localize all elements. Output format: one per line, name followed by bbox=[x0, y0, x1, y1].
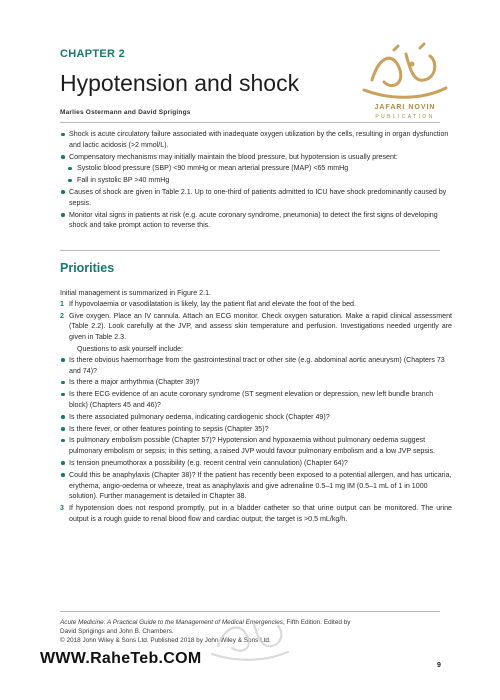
section-heading: Priorities bbox=[60, 261, 115, 275]
page-number: 9 bbox=[437, 662, 441, 669]
question-item: Is there ECG evidence of an acute coronary syndrome (ST segment elevation or depression, new left bundle branch block) (Chapters 45 and 46)? bbox=[60, 389, 452, 411]
key-point: Monitor vital signs in patients at risk (e.g. acute coronary syndrome, pneumonia) to detect the first signs of developing shock and take prompt action to reverse this. bbox=[60, 210, 452, 232]
section-divider bbox=[60, 250, 440, 251]
questions-list bbox=[60, 355, 452, 502]
publisher-logo bbox=[350, 40, 460, 124]
edition-text: , Fifth Edition. Edited by bbox=[282, 619, 351, 626]
authors: Marlies Ostermann and David Sprigings bbox=[60, 109, 191, 116]
book-title: Acute Medicine: A Practical Guide to the Management of Medical Emergencies bbox=[60, 619, 283, 626]
question-item: Is there fever, or other features pointing to sepsis (Chapter 35)? bbox=[60, 424, 452, 435]
key-point: Causes of shock are given in Table 2.1. Up to one-third of patients admitted to ICU have shock predominantly caused by sepsis. bbox=[60, 187, 452, 209]
calligraphy-emblem-icon bbox=[350, 40, 460, 104]
top-divider bbox=[60, 122, 440, 123]
questions-intro: Questions to ask yourself include: bbox=[77, 344, 184, 353]
question-item: Is pulmonary embolism possible (Chapter 57)? Hypotension and hypoxaemia without pulmonary oedema suggest pulmonary embolism or sepsis; in this setting, a raised JVP would favour pulmonary embolism and a low JVP sepsis. bbox=[60, 435, 452, 457]
step-text: If hypovolaemia or vasodilatation is likely, lay the patient flat and elevate the foot of the bed. bbox=[69, 299, 356, 308]
key-point: Shock is acute circulatory failure associated with inadequate oxygen utilization by the cells, resulting in organ dysfunction and lactic acidosis (>2 mmol/L). bbox=[60, 129, 452, 151]
logo-tagline: PUBLICATION bbox=[375, 114, 435, 120]
priorities-body bbox=[60, 288, 452, 526]
key-point: Compensatory mechanisms may initially maintain the blood pressure, but hypotension is usually present: bbox=[60, 152, 452, 163]
step-text: Give oxygen. Place an IV cannula. Attach an ECG monitor. Check oxygen saturation. Make a rapid clinical assessment (Table 2.2). Look carefully at the JVP, and assess skin temperature and perfusion. Investigations needed urgently are given in Table 2.3. bbox=[69, 311, 452, 342]
footer-citation bbox=[60, 619, 450, 645]
key-point-sub: Fall in systolic BP >40 mmHg bbox=[60, 175, 452, 186]
footer-line-3: © 2018 John Wiley & Sons Ltd. Published 2018 by John Wiley & Sons Ltd. bbox=[60, 636, 271, 644]
chapter-label: CHAPTER 2 bbox=[60, 48, 126, 60]
step-item bbox=[60, 299, 452, 310]
step-number: 3 bbox=[60, 504, 64, 513]
question-item: Could this be anaphylaxis (Chapter 38)? If the patient has recently been exposed to a potential allergen, and has urticaria, erythema, angio-oedema or wheeze, treat as anaphylaxis and give adrenaline 0.5–1 mg IM (0.5–1 mL of 1 in 1000 solution). Further management is detailed in Chapter 38. bbox=[60, 470, 452, 502]
website-url: WWW.RaheTeb.COM bbox=[40, 650, 202, 667]
step-item bbox=[60, 311, 452, 343]
question-item: Is tension pneumothorax a possibility (e.g. recent central vein cannulation) (Chapter 64)? bbox=[60, 458, 452, 469]
question-item: Is there a major arrhythmia (Chapter 39)? bbox=[60, 377, 452, 388]
question-item: Is there obvious haemorrhage from the gastrointestinal tract or other site (e.g. abdominal aortic aneurysm) (Chapters 73 and 74)? bbox=[60, 355, 452, 377]
footer-line-1 bbox=[60, 619, 450, 628]
key-point-sub: Systolic blood pressure (SBP) <90 mmHg or mean arterial pressure (MAP) <65 mmHg bbox=[60, 163, 452, 174]
step-item bbox=[60, 503, 452, 525]
footer-line-2: David Sprigings and John B. Chambers. bbox=[60, 627, 174, 635]
key-points-list bbox=[60, 129, 452, 232]
step-text: If hypotension does not respond promptly, put in a bladder catheter so that urine output can be monitored. The urine output is a rough guide to renal blood flow and cardiac output; the target is >0.5 mL/kg/h. bbox=[69, 504, 452, 523]
step-number: 1 bbox=[60, 299, 64, 308]
step-number: 2 bbox=[60, 311, 64, 320]
page-title: Hypotension and shock bbox=[60, 70, 300, 96]
logo-name: JAFARI NOVIN bbox=[374, 104, 436, 111]
intro-text: Initial management is summarized in Figure 2.1. bbox=[60, 289, 212, 297]
footer-divider bbox=[60, 611, 440, 612]
question-item: Is there associated pulmonary oedema, indicating cardiogenic shock (Chapter 49)? bbox=[60, 412, 452, 423]
